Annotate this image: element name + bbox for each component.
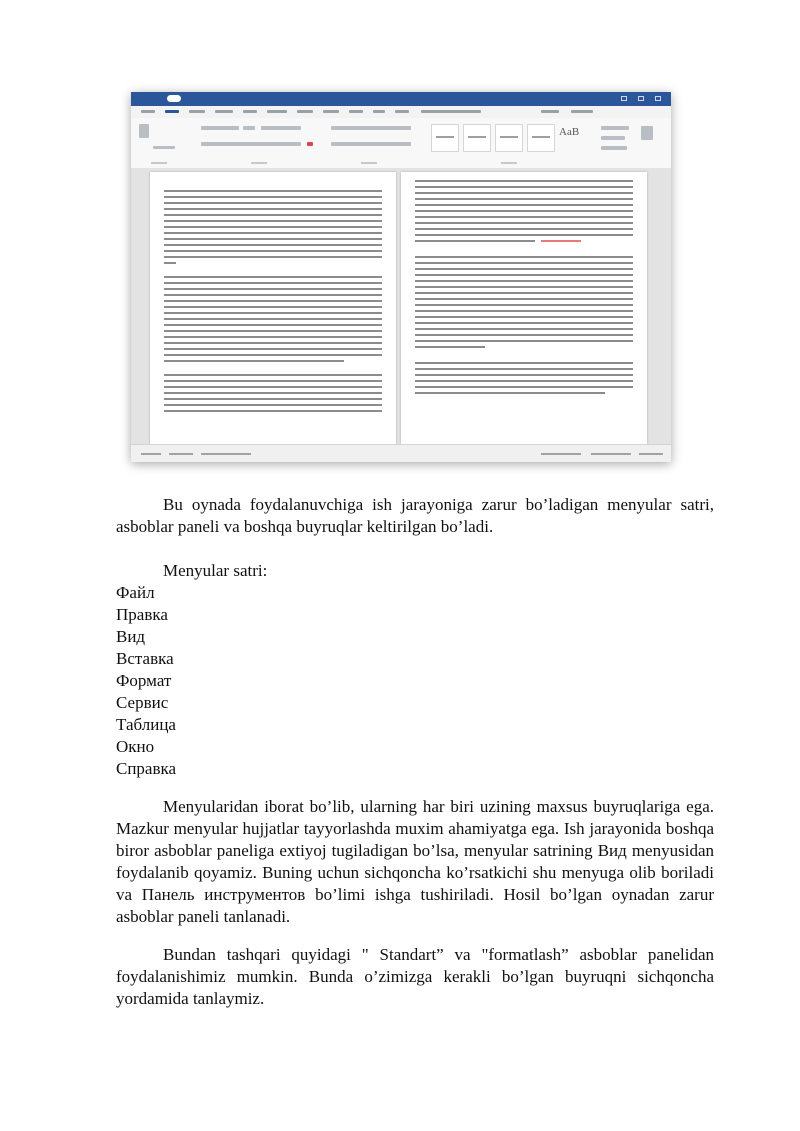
list-item: Правка	[116, 605, 168, 624]
list-item: Окно	[116, 737, 155, 756]
list-item: Файл	[116, 583, 155, 602]
menu-bar-heading: Menyular satri:	[163, 561, 268, 580]
maximize-icon	[638, 96, 644, 101]
close-icon	[655, 96, 661, 101]
list-item: Вставка	[116, 649, 174, 668]
list-item: Вид	[116, 627, 146, 646]
word-title-bar	[131, 92, 671, 106]
ribbon-toolbar	[131, 118, 671, 169]
list-item: Таблица	[116, 715, 176, 734]
paste-icon	[139, 124, 149, 138]
minimize-icon	[621, 96, 627, 101]
autosave-toggle-icon	[167, 95, 181, 102]
menu-items-list	[116, 582, 176, 780]
paragraph-toolbars: Bundan tashqari quyidagi " Standart” va "formatlash” asboblar panelidan foydalanishimiz mumkin. Bunda o’zimizga kerakli bo’lgan buyruqni sichqoncha yordamida tanlaymiz.	[116, 945, 714, 1008]
list-item: Формат	[116, 671, 172, 690]
word-status-bar	[131, 444, 671, 462]
dictate-icon	[641, 126, 653, 140]
document-canvas	[131, 168, 671, 444]
paragraph-intro: Bu oynada foydalanuvchiga ish jarayoniga zarur bo’ladigan menyular satri, asboblar paneli va boshqa buyruqlar keltirilgan bo’ladi.	[116, 495, 714, 536]
style-gallery-sample: AaB	[559, 126, 580, 138]
word-window-screenshot	[131, 92, 671, 462]
paragraph-menus-description: Menyularidan iborat bo’lib, ularning har biri uzining maxsus buyruqlariga ega. Mazkur menyular hujjatlar tayyorlashda muxim ahamiyatga ega. Ish jarayonida boshqa biror asboblar paneliga extiyoj tugiladigan bo’lsa, menyular satrining Вид menyusidan foydalanib qoyamiz. Buning uchun sichqoncha ko’rsatkichi shu menyuga olib boriladi va Панель инструментов bo’limi ishga tushiriladi. Hosil bo’lgan oynadan zarur asboblar paneli tanlanadi.	[116, 797, 714, 926]
page-left	[150, 172, 396, 444]
list-item: Сервис	[116, 693, 169, 712]
list-item: Справка	[116, 759, 177, 778]
page-right	[401, 172, 647, 444]
